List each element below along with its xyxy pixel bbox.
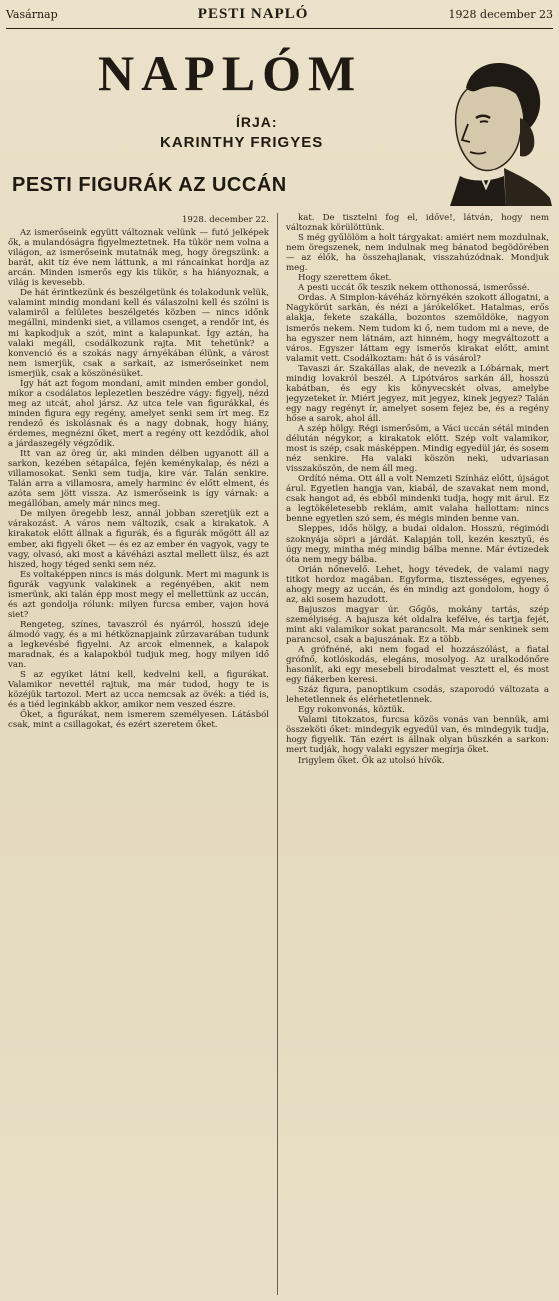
paragraph: Őket, a figurákat, nem ismerem személyesen. Látásból csak, mint a csillagokat, és ezért szeretem őket.: [8, 710, 269, 731]
masthead-paper-name: PESTI NAPLÓ: [197, 6, 309, 22]
column-divider: [277, 213, 278, 1295]
author-portrait-illustration: [420, 58, 552, 206]
masthead: [6, 6, 553, 29]
paragraph: A pesti uccát ők teszik nekem otthonossá, ismerőssé.: [298, 283, 530, 294]
paragraph: Orián nőnevelő. Lehet, hogy tévedek, de valami nagy titkot hordoz magában. Egyforma, tisztességes, egyenes, ahogy megy az uccán, és én mindig azt gondolom, hogy ő az, aki sosem hazudott.: [286, 564, 549, 605]
masthead-date: 1928 december 23: [448, 8, 553, 21]
paragraph: A szép hölgy. Régi ismerősöm, a Váci uccán sétál minden délután négykor, a kirakatok előtt. Szép volt valamikor, most is szép, csak másképpen. Mindig egyedül jár, és sosem néz senkire. Ha valaki köszön neki, udvariasan visszaköszön, de nem áll meg.: [286, 423, 549, 475]
paragraph: Az ismerőseink együtt változnak velünk — futó jelképek ők, a mulandóságra figyelmeztetnek. Ha tükör nem volna a világon, az ismerőseink mutatnák meg, hogy öregszünk: a barát, akit tíz éve nem láttunk, a mi ráncainkat hordja az arcán. Minden ismerős egy kis tükör, s ha hiányoznak, a világ is kevesebb.: [8, 228, 269, 289]
paragraph: Száz figura, panoptikum csodás, szaporodó változata a lehetetlennek és elérhetetlennek.: [286, 685, 549, 706]
paragraph: A grófnéné, aki nem fogad el hozzászólást, a fiatal grófnő, kotlóskodás, elegáns, mosolyog. Az uralkodónőre hasonlít, aki egy mesebeli birodalmat vesztett el, és most egy fiákerben keresi.: [286, 645, 549, 686]
paragraph: Irigylem őket. Ők az utolsó hívők.: [298, 755, 445, 766]
article-dateline: 1928. december 22.: [181, 215, 269, 225]
paragraph: S még gyűlölöm a holt tárgyakat: amiért nem mozdulnak, nem öregszenek, nem indulnak meg bánatod begödörében — az élők, ha összehajlanak, visszahúzódnak. Mondjuk meg.: [286, 233, 549, 274]
paragraph: S az egyiket látni kell, kedvelni kell, a figurákat. Valamikor nevettél rajtuk, ma már tudod, hogy te is közéjük tartozol. Mert az ucca nemcsak az övék: a tiéd is, és a tiéd leginkább akkor, amikor nem veszed észre.: [8, 670, 269, 711]
paragraph: De hát érintkezünk és beszélgetünk és tolakodunk velük, valamint mindig mondani kell és válaszolni kell és szólni is valamiről a felületes beszélgetés közben — nincs időnk megállni, mindenki siet, a villamos csenget, a rendőr int, és mi kapkodjuk a szót, mint a kalapunkat. Így aztán, ha valaki megáll, csodálkozunk rajta. Mit tehetünk? a konvenció és a szokás nagy árnyékában élünk, a várost nem ismerjük, csak a sarkait, az ismerőseinket nem ismerjük, csak a köszönésüket.: [8, 288, 269, 379]
paragraph: Így hát azt fogom mondani, amit minden ember gondol, mikor a csodálatos leplezetlen beszédre vágy: figyelj, nézd meg az utcát, ahol jársz. Az utca tele van figurákkal, és minden figura egy regény, amelyet senki sem írt meg. Ez rendező és iskolásnak és a nagy dobnak, hogy hiány, érdemes, megnézni őket, mert a regény ott kezdődik, ahol a járdaszegély végződik.: [8, 378, 269, 450]
paragraph: Egy rokonvonás, köztük.: [298, 705, 405, 716]
paragraph: Sleppes, idős hölgy, a budai oldalon. Hosszú, régimódi szoknyája söpri a járdát. Kalapján toll, kezén kesztyű, és úgy megy, mintha még mindig bálba menne. Már évtizedek óta nem megy bálba.: [286, 524, 549, 565]
paragraph: Ordas. A Simplon-kávéház környékén szokott állogatni, a Nagykörút sarkán, és nézi a járókelőket. Hatalmas, erős alakja, fekete szakálla, bozontos szemöldöke, nagyon ismerős nekem. Nem tudom ki ő, nem tudom mi a neve, de ha egyszer nem látnám, azt hinném, hogy megváltozott a város. Egyszer láttam egy ismerős kirakat előtt, amint valamit vett. Csodálkoztam: hát ő is vásárol?: [286, 293, 549, 364]
article-headline: PESTI FIGURÁK AZ UCCÁN: [12, 174, 287, 196]
byline-label: ÍRJA:: [236, 114, 278, 130]
paragraph: Hogy szerettem őket.: [298, 273, 392, 284]
paragraph: Rengeteg, színes, tavaszról és nyárról, hosszú ideje álmodó vagy, és a mi hétköznapjaink zűrzavarában tudunk a legkevésbé figyelni. Az arcok elmennek, a kalapok maradnak, és a kalapokból tudjuk meg, hogy milyen idő van.: [8, 619, 269, 671]
author-name: KARINTHY FRIGYES: [160, 134, 324, 151]
paragraph: Itt van az öreg úr, aki minden délben ugyanott áll a sarkon, kezében sétapálca, fején keménykalap, és nézi a villamosokat. Senki sem tudja, kire vár. Talán senkire. Talán arra a villamosra, amely harminc év előtt elment, és azóta sem jött vissza. Az ismerőseink is így várnak: a megállóban, amely már nincs meg.: [8, 449, 269, 510]
article-column-right: [286, 213, 549, 1293]
article-column-left: [8, 213, 269, 1293]
paragraph: Bajuszos magyar úr. Gőgös, mokány tartás, szép személyiség. A bajusza két oldalra kefélve, és tartja fejét, mint aki valamikor sokat parancsolt. Ma már senkinek sem parancsol, csak a bajuszának. Ez a több.: [286, 604, 549, 645]
paragraph: Es voltaképpen nincs is más dolgunk. Mert mi magunk is figurák vagyunk valakinek a regényében, akit nem ismerünk, aki talán épp most megy el mellettünk az uccán, és azt gondolja rólunk: milyen furcsa ember, vajon hová siet?: [8, 569, 269, 620]
paragraph: Ordító néma. Ott áll a volt Nemzeti Színház előtt, újságot árul. Egyetlen hangja van, kiabál, de szavakat nem mond, csak hangot ad, és ebből mindenki tudja, hogy mit árul. Ez a legtökéletesebb reklám, amit valaha hallottam: nincs benne egyetlen szó sem, és mégis minden benne van.: [286, 474, 549, 525]
paragraph: De milyen öregebb lesz, annál jobban szeretjük ezt a várakozást. A város nem változik, csak a kirakatok. A kirakatok előtt állnak a figurák, és a figurák mögött áll az ember, aki figyeli őket — és ez az ember én vagyok, vagy te vagy, olvasó, aki most a kávéházi asztal mellett ülsz, és azt hiszed, hogy téged senki sem néz.: [8, 509, 269, 570]
paragraph: Valami titokzatos, furcsa közös vonás van bennük, ami összeköti őket: mindegyik egyedül van, és mindegyik tudja, hogy figyelik. Tán ezért is állnak olyan büszkén a sarkon: mert tudják, hogy valaki egyszer megírja őket.: [286, 715, 549, 756]
paragraph: kat. De tisztelni fog el, időve!, látván, hogy nem változnak körülöttünk.: [286, 213, 549, 234]
column-title: NAPLÓM: [98, 45, 363, 101]
paragraph: Tavaszi ár. Szakállas alak, de nevezik a Lóbárnak, mert mindig lovakról beszél. A Lipótváros sarkán áll, hosszú kabátban, és egy kis könyvecskét olvas, amelybe jegyzeteket ír. Miért jegyez, mit jegyez, kinek jegyez? Talán egy nagy regényt ír, amelyet sosem fejez be, és a regény hőse a sarok, ahol áll.: [286, 363, 549, 424]
masthead-day: Vasárnap: [6, 8, 58, 21]
